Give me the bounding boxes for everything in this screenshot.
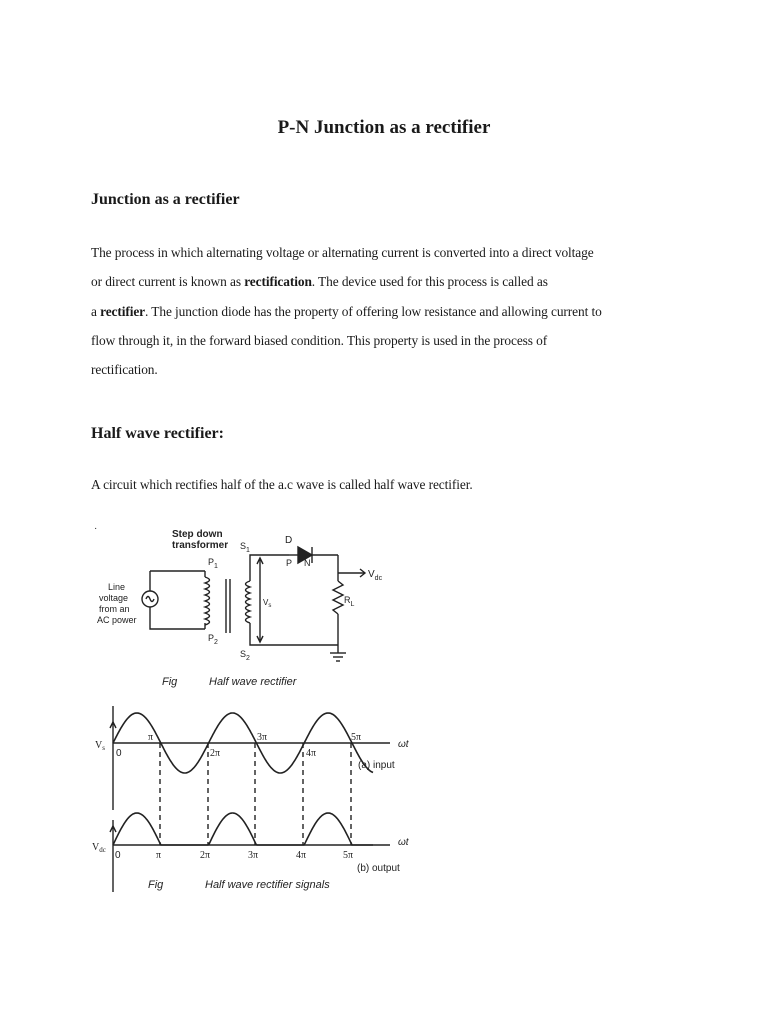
diode-p-label: P: [286, 558, 293, 568]
transformer-label: transformer: [172, 540, 229, 551]
diode-label: D: [285, 535, 293, 546]
circuit-diagram: [90, 515, 430, 695]
paragraph-line: rectification.: [91, 362, 158, 378]
rl-label: $R_L$: [344, 595, 355, 608]
figure-caption: Half wave rectifier: [209, 676, 297, 688]
signal-diagram: [90, 700, 430, 900]
line-voltage-label: voltage: [99, 593, 129, 603]
s1-label: $S_1$: [240, 541, 250, 554]
svg-text:·: ·: [94, 523, 98, 534]
output-caption: (b) output: [357, 863, 400, 874]
line-voltage-label: Line: [108, 582, 126, 592]
input-tick-4pi: 4π: [306, 748, 317, 759]
fig-label: Fig: [148, 879, 164, 891]
vdc-label: $V_{dc}$: [368, 569, 383, 582]
output-axis-label: $V_{dc}$: [92, 842, 106, 854]
p1-label: $P_1$: [208, 557, 218, 570]
figure-caption: Half wave rectifier signals: [205, 879, 330, 891]
input-axis-label: $V_s$: [95, 740, 105, 752]
output-origin-label: 0: [115, 850, 121, 861]
output-tick-pi: π: [156, 850, 162, 861]
input-wt-label: ωt: [398, 739, 409, 750]
fig-label: Fig: [162, 676, 178, 688]
transformer-label: Step down: [172, 529, 223, 540]
line-voltage-label: AC power: [97, 615, 137, 625]
output-tick-2pi: 2π: [200, 850, 211, 861]
paragraph-half-wave: A circuit which rectifies half of the a.c wave is called half wave rectifier.: [91, 477, 473, 492]
input-caption: (a) input: [358, 760, 395, 771]
period-dashed-lines: [160, 743, 351, 845]
bold-term-rectification: rectification: [244, 274, 312, 290]
section-heading-half-wave: Half wave rectifier:: [91, 425, 224, 442]
input-tick-5pi: 5π: [351, 732, 362, 743]
primary-circuit: [142, 547, 365, 661]
output-rectified-wave: [113, 813, 373, 845]
paragraph-line: a rectifier. The junction diode has the property of offering low resistance and allowing current to: [91, 303, 602, 319]
p2-label: $P_2$: [208, 633, 218, 646]
paragraph-line: flow through it, in the forward biased condition. This property is used in the process of: [91, 332, 548, 348]
output-tick-5pi: 5π: [343, 850, 354, 861]
output-tick-4pi: 4π: [296, 850, 307, 861]
s2-label: $S_2$: [240, 649, 250, 662]
line-voltage-label: from an: [99, 604, 130, 614]
input-tick-pi: π: [148, 732, 154, 743]
paragraph-line: The process in which alternating voltage or alternating current is converted into a direct voltage: [91, 245, 594, 260]
paragraph-line: or direct current is known as rectification. The device used for this process is called as: [91, 274, 548, 290]
input-tick-2pi: 2π: [210, 748, 221, 759]
vs-label: $V_s$: [263, 598, 272, 609]
input-origin-label: 0: [116, 748, 122, 759]
page-title: P-N Junction as a rectifier: [277, 117, 491, 138]
output-wt-label: ωt: [398, 837, 409, 848]
paragraph-rectification: [91, 238, 691, 384]
output-tick-3pi: 3π: [248, 850, 259, 861]
input-tick-3pi: 3π: [257, 732, 268, 743]
section-heading-junction: Junction as a rectifier: [91, 191, 240, 208]
bold-term-rectifier: rectifier: [100, 303, 146, 319]
diode-n-label: N: [304, 558, 311, 568]
